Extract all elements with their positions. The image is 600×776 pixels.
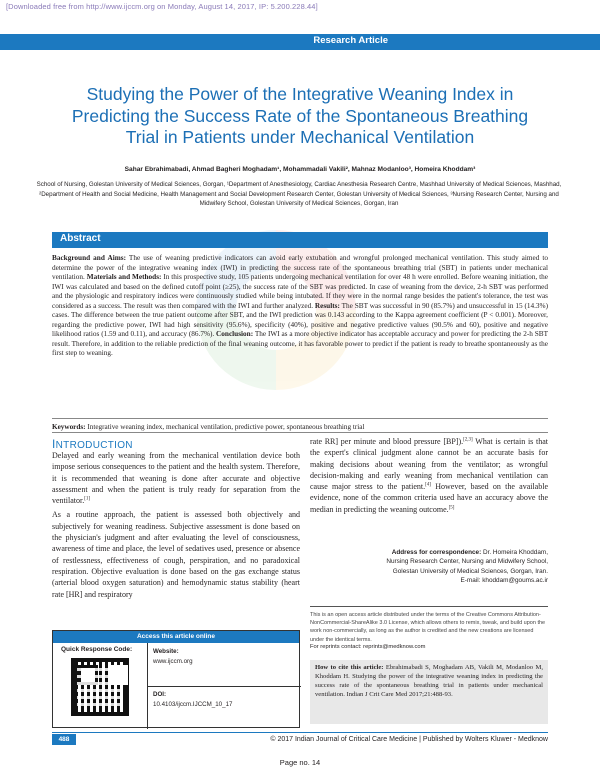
license-text: This is an open access article distributed under the terms of the Creative Commons Attribution-NonCommercial-ShareAlike 3.0 License, which allows others to remix, tweak, and build upon the work non-commercially, as long as the author is credited and the new creations are licensed under the identical terms. [310,606,548,644]
abstract-heading-label: Abstract [60,233,101,244]
reprints-contact[interactable]: For reprints contact: reprints@medknow.com [310,644,426,650]
affiliations: School of Nursing, Golestan University of Medical Sciences, Gorgan, ¹Department of Anesthesiology, Cardiac Anesthesia Research Centre, Mashhad University of Medical Sciences, Mashhad, ²Department of Health and Social Medicine, Health Management and Social Development Research Center, Golestan University of Medical Sciences, ³Nursing Research Center, Nursing and Midwifery School, Golestan University of Medical Sciences, Gorgan, Iran [36,181,562,208]
correspondence-line2: Golestan University of Medical Sciences, Gorgan, Iran. [392,567,548,575]
abstract-methods-text: In this prospective study, 105 patients undergoing mechanical ventilation for over 48 h were enrolled. Before weaning initiation, the IWI was calculated and based on the defined cutoff point (≥25), the success rate of the SBT was predicted. In case of weaning from the device, 2-h SBT was performed and the physiologic and respiratory indices were continuously studied while being intubated. If they were in the normal range besides the patient's tolerance, the test was considered as a success. The result was then compared with the IWI and further analyzed. [52,273,548,310]
abstract-conclusion-label: Conclusion: [216,330,254,338]
abstract-background-text: The use of weaning predictive indicators can avoid early extubation and wrongful prolonged mechanical ventilation. This study aimed to determine the power of the integrative weaning index (IWI) in predicting the success rate of the spontaneous breathing trial (SBT) in patients under mechanical ventilation. [52,254,548,281]
correspondence-name: Dr. Homeira Khoddam, [481,549,548,556]
ref-4[interactable]: [4] [425,482,431,488]
intro-paragraph-2: As a routine approach, the patient is assessed both objectively and subjectively for weaning readiness. Subjective assessment is done based on the physician's judgment and after evaluating the level of consciousness, awareness of time and place, the level of sedatives used, presence or absence of restlessness, effectiveness of cough, perspiration, and no paradoxical respiration. Objective evaluation is done based on the gas exchange status (arterial blood oxygen saturation) and hemodynamic status stability (heart rate [HR] and respiratory [52,510,300,599]
viewer-page-number: Page no. 14 [279,758,321,767]
abstract-body [52,254,548,359]
correspondence-label: Address for correspondence: [391,549,482,556]
ref-1[interactable]: [1] [84,496,91,502]
ref-2-3[interactable]: [2,3] [463,437,473,443]
page-number-badge: 488 [52,734,76,745]
correspondence-line1: Nursing Research Center, Nursing and Midwifery School, [386,558,548,566]
introduction-heading-rest: NTRODUCTION [55,440,133,451]
doi-label: DOI: [153,691,167,698]
keywords-label: Keywords: [52,423,86,431]
correspondence-block [310,548,548,586]
introduction-heading [52,437,133,451]
footer-journal: © 2017 Indian Journal of Critical Care Medicine | Published by Wolters Kluwer - Medknow [270,736,548,743]
abstract-background-label: Background and Aims: [52,254,127,262]
intro-paragraph-3: rate RR] per minute and blood pressure [BP]).[2,3] What is certain is that the expert's clinical judgment alone cannot be an accurate basis for making decisions about weaning from the ventilator; as wrongful decision-making and early weaning from mechanical ventilation can cause major stress to the patient.[4] However, based on the available evidence, none of the common criteria used have an accuracy above the median in predicting the weaning outcome.[5] [310,437,549,514]
section-ribbon [0,34,600,50]
ref-5[interactable]: [5] [448,505,455,511]
doi-link[interactable]: 10.4103/ijccm.IJCCM_10_17 [153,701,233,708]
box-divider-horizontal [147,686,301,687]
section-label: Research Article [313,35,388,46]
right-column [310,436,548,515]
footer-rule [52,732,548,733]
abstract-conclusion-text: The IWI as a more objective indicator has acceptable accuracy and power for predicting the 2-h SBT result. Therefore, in addition to the reliable prediction of the final weaning outcome, it has favorable power to predict if the patient is ready to breathe spontaneously as the first step to weaning. [52,330,548,357]
left-column [52,450,300,603]
qr-pattern [77,664,123,710]
abstract-methods-label: Materials and Methods: [86,273,162,281]
download-note: [Downloaded free from http://www.ijccm.org on Monday, August 14, 2017, IP: 5.200.228.44] [6,2,318,11]
correspondence-email[interactable]: E-mail: khoddam@goums.ac.ir [460,577,548,585]
author-list: Sahar Ebrahimabadi, Ahmad Bagheri Moghadam¹, Mohammadali Vakili², Mahnaz Modanloo³, Homeira Khoddam³ [124,166,476,173]
website-link[interactable]: www.ijccm.org [153,658,193,665]
citation-box [310,660,548,724]
website-label: Website: [153,648,179,655]
article-title: Studying the Power of the Integrative Weaning Index in Predicting the Success Rate of the Spontaneous Breathing Trial in Patients under Mechanical Ventilation [71,84,529,147]
abstract-results-label: Results: [314,301,340,310]
citation-text: Ebrahimabadi S, Moghadam AB, Vakili M, Modanloo M, Khoddam H. Studying the power of the integrative weaning index in predicting the success rate of the spontaneous breathing trial in patients under mechanical ventilation. Indian J Crit Care Med 2017;21:488-93. [315,664,543,698]
access-online-box [52,630,300,728]
intro-paragraph-1: Delayed and early weaning from the mechanical ventilation device both impose serious consequences to the patient and the health system. Therefore, it is recommended that weaning is done after accurate and objective assessment and when the patient is truly ready for separation from the ventilator.[1] [52,451,300,506]
keywords [52,418,548,433]
qr-label: Quick Response Code: [61,646,133,653]
access-box-title: Access this article online [53,631,299,643]
citation-label: How to cite this article: [315,664,384,671]
introduction-heading-initial: I [52,437,56,451]
keywords-text: Integrative weaning index, mechanical ventilation, predictive power, spontaneous breathing trial [85,423,365,431]
abstract-results-text: The SBT was successful in 90 (85.7%) and unsuccessful in 15 (14.3%) cases. The difference between the true patient outcome after SBT, and the IWI prediction was 0.143 according to the Kappa agreement coefficient (P < 0.001). Moreover, regarding the predictive power, IWI had high sensitivity (95.6%), specificity (40%), positive and negative predictive values (90.5% and 60), positive and negative likelihood ratios (1.59 and 0.11), and accuracy (86.7%). [52,301,548,338]
abstract-heading [52,232,548,248]
